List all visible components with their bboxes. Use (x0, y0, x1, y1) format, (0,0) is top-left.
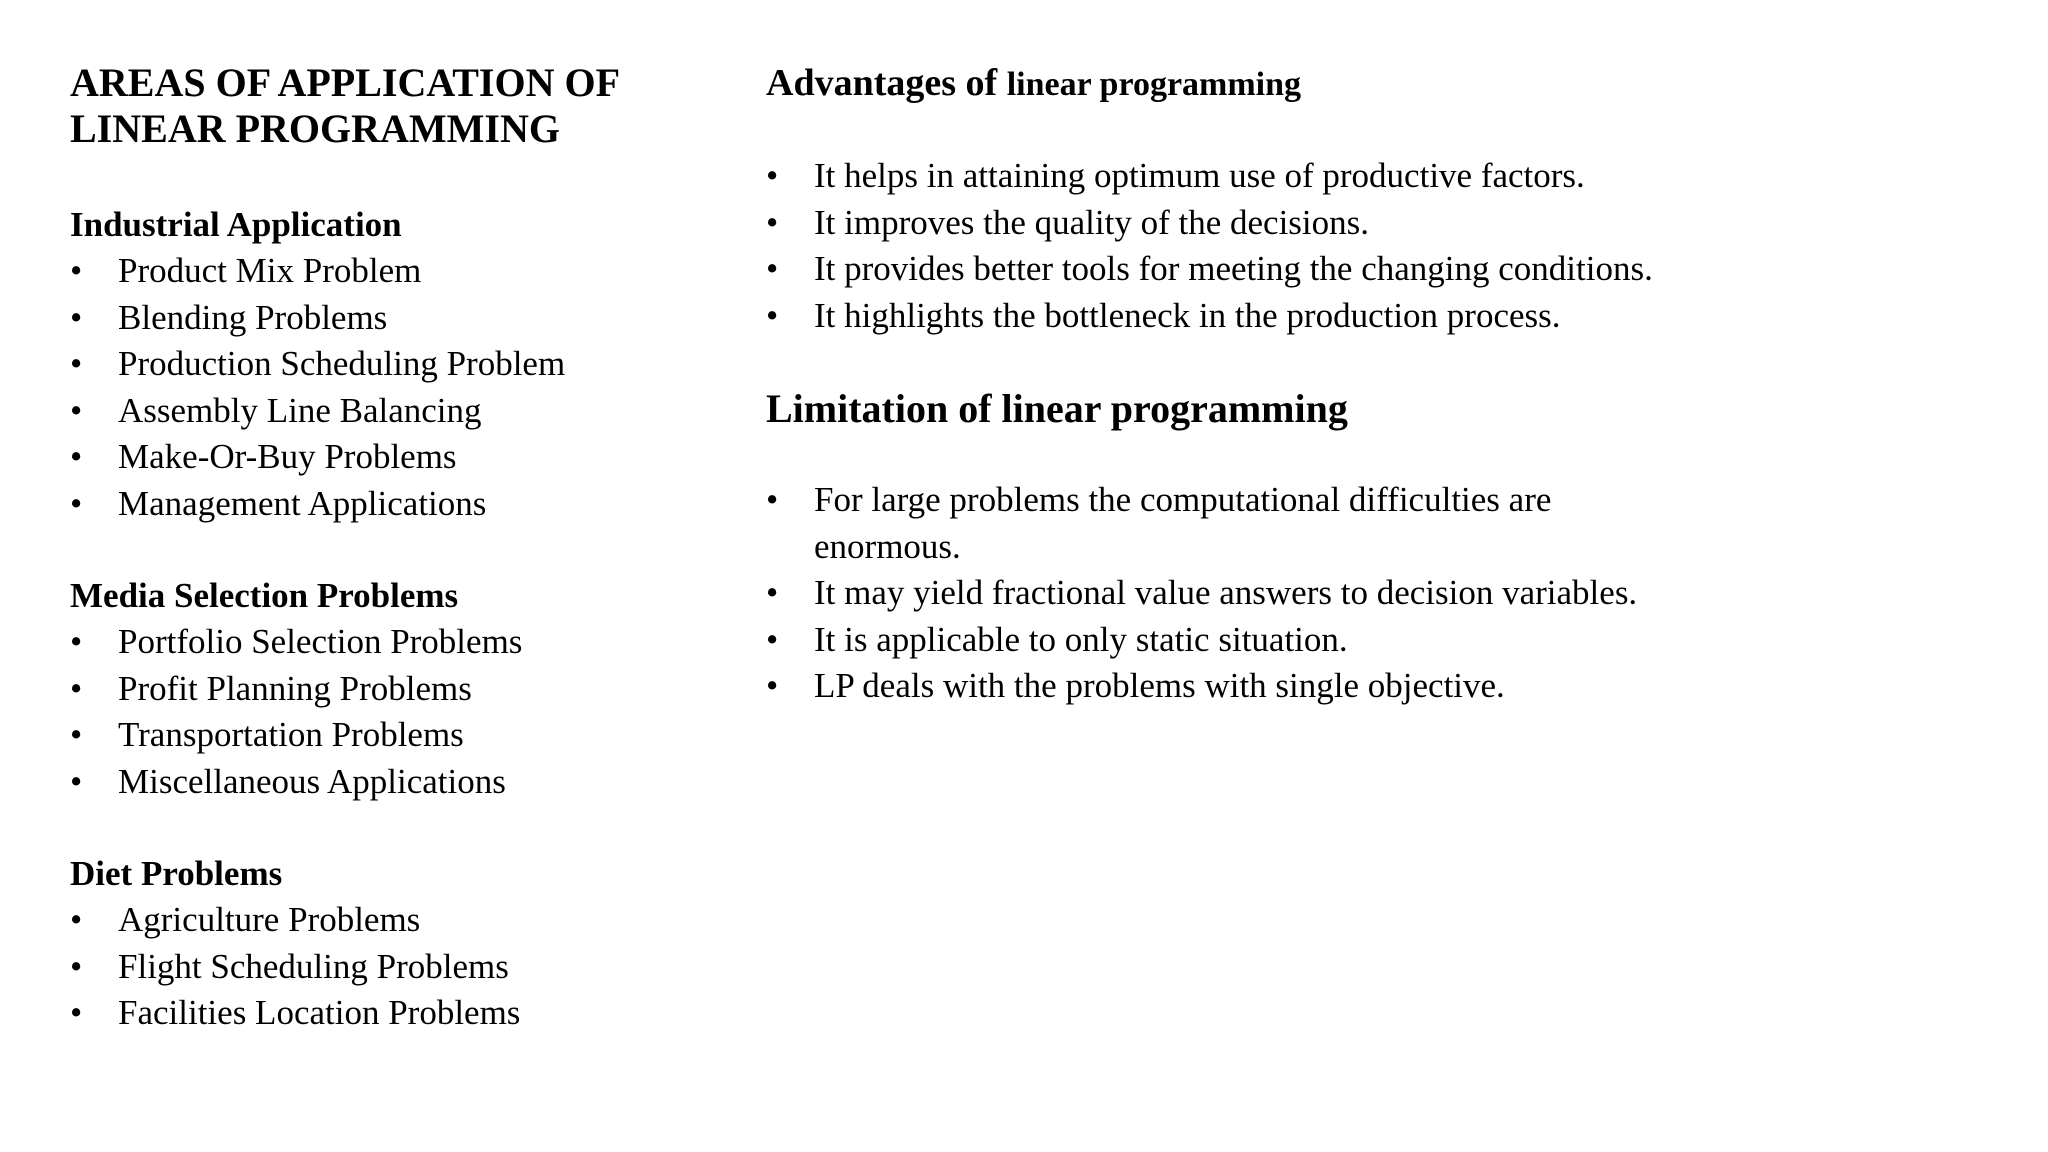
list-item-text: It may yield fractional value answers to decision variables. (814, 573, 1638, 612)
list-item (70, 481, 710, 528)
bullet-icon: • (766, 295, 779, 335)
bullet-icon: • (70, 437, 83, 476)
limitations-title: Limitation of linear programming (766, 386, 1348, 431)
list-item-text: Agriculture Problems (118, 900, 421, 939)
list-item-text: Profit Planning Problems (118, 668, 472, 708)
bullet-icon: • (70, 715, 83, 754)
list-item (70, 759, 710, 806)
bullet-icon: • (766, 156, 779, 195)
group-heading: Industrial Application (70, 205, 402, 244)
bullet-icon: • (70, 900, 83, 939)
bullet-icon: • (70, 946, 83, 986)
group-heading: Diet Problems (70, 854, 283, 893)
list-item (70, 897, 710, 944)
bullet-icon: • (70, 622, 83, 661)
bullet-icon: • (70, 251, 83, 290)
list-item-text: Make-Or-Buy Problems (118, 437, 457, 476)
list-item-text: Blending Problems (118, 297, 388, 337)
bullet-icon: • (70, 993, 83, 1032)
list-item (766, 477, 1694, 570)
bullet-icon: • (766, 666, 779, 705)
list-item-text: Miscellaneous Applications (118, 761, 506, 801)
group-media-selection (70, 573, 710, 805)
bullet-icon: • (70, 483, 83, 523)
bullet-list (70, 897, 710, 1037)
list-item-text: Transportation Problems (118, 715, 464, 754)
list-item (70, 248, 710, 295)
list-item (766, 570, 2006, 617)
limitations-list (766, 477, 2006, 710)
group-heading: Media Selection Problems (70, 576, 459, 615)
advantages-title (766, 60, 2006, 108)
spacer (70, 805, 710, 851)
applications-column (70, 60, 710, 1037)
list-item-text: Portfolio Selection Problems (118, 622, 523, 661)
list-item (766, 617, 2006, 664)
bullet-icon: • (70, 297, 83, 337)
list-item-text: Production Scheduling Problem (118, 344, 566, 383)
bullet-icon: • (766, 202, 779, 242)
list-item-text: It improves the quality of the decisions. (814, 202, 1370, 242)
bullet-icon: • (766, 573, 779, 612)
bullet-icon: • (766, 619, 779, 659)
page-title (70, 60, 710, 152)
list-item-text: Facilities Location Problems (118, 993, 521, 1032)
list-item (70, 666, 710, 713)
title-line-1: AREAS OF APPLICATION OF (70, 60, 621, 105)
bullet-icon: • (70, 761, 83, 801)
title-line-2: LINEAR PROGRAMMING (70, 106, 560, 151)
list-item (70, 295, 710, 342)
list-item-text: It provides better tools for meeting the changing conditions. (814, 249, 1653, 288)
list-item (70, 619, 710, 666)
bullet-icon: • (70, 390, 83, 430)
list-item-text: For large problems the computational difficulties are enormous. (814, 480, 1552, 566)
list-item (766, 246, 2006, 293)
list-item-text: Flight Scheduling Problems (118, 946, 509, 986)
list-item (766, 200, 2006, 247)
advantages-title-part-1: Advantages of (766, 62, 1007, 104)
bullet-list (70, 248, 710, 527)
list-item (766, 153, 2006, 200)
list-item-text: It highlights the bottleneck in the production process. (814, 295, 1561, 335)
spacer (70, 527, 710, 573)
bullet-icon: • (766, 249, 779, 288)
bullet-icon: • (766, 480, 779, 519)
list-item (70, 990, 710, 1037)
list-item (70, 388, 710, 435)
group-industrial-application (70, 202, 710, 527)
list-item (70, 341, 710, 388)
list-item-text: Product Mix Problem (118, 251, 422, 290)
bullet-list (70, 619, 710, 805)
list-item-text: LP deals with the problems with single objective. (814, 666, 1505, 705)
list-item (70, 712, 710, 759)
list-item-text: It helps in attaining optimum use of productive factors. (814, 156, 1585, 195)
group-diet-problems (70, 851, 710, 1037)
list-item-text: It is applicable to only static situation. (814, 619, 1348, 659)
bullet-icon: • (70, 344, 83, 383)
list-item (766, 663, 2006, 710)
advantages-title-part-2: linear programming (1006, 66, 1302, 103)
bullet-icon: • (70, 668, 83, 708)
list-item (70, 434, 710, 481)
spacer (766, 339, 2006, 386)
list-item-text: Management Applications (118, 483, 487, 523)
list-item (766, 293, 2006, 340)
list-item-text: Assembly Line Balancing (118, 390, 482, 430)
list-item (70, 944, 710, 991)
advantages-list (766, 153, 2006, 339)
advantages-limitations-column (766, 60, 2006, 710)
